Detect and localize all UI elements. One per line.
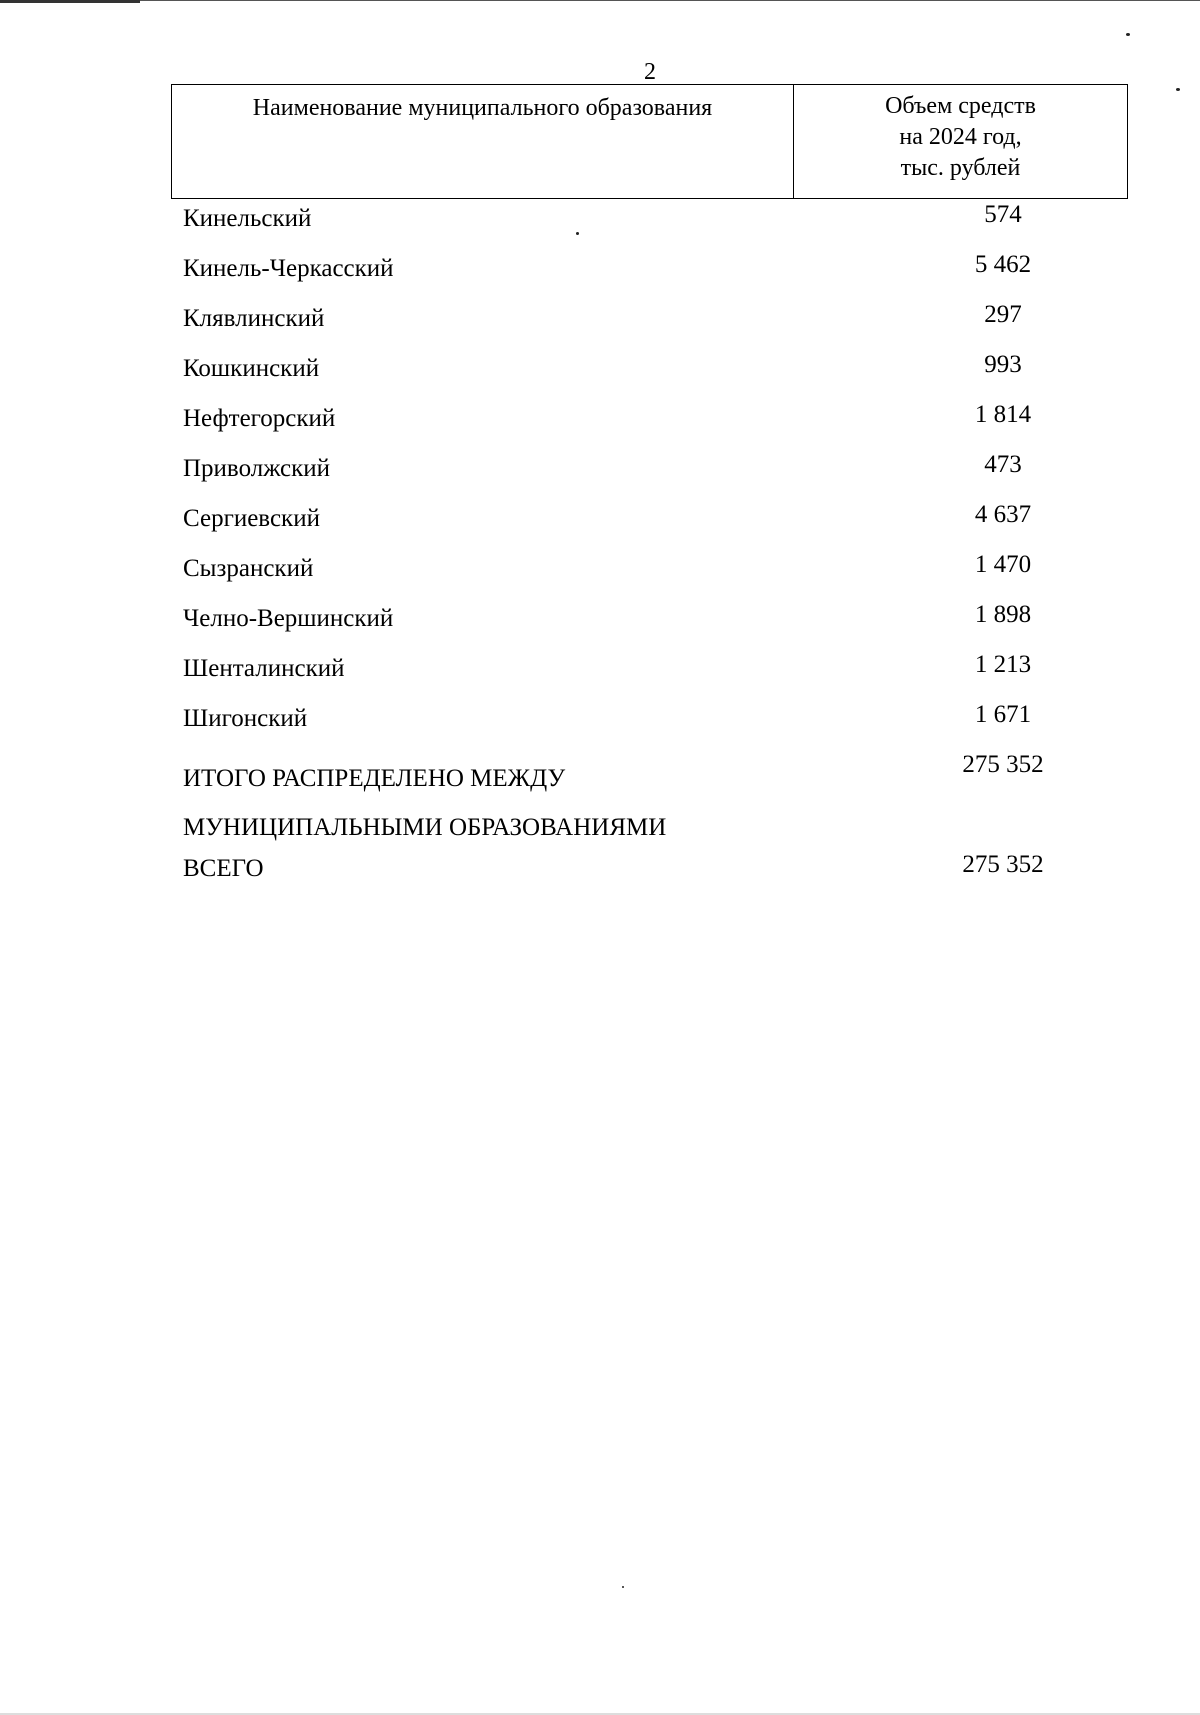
table-row	[183, 200, 1063, 250]
table-row	[183, 550, 1063, 600]
table-row	[183, 650, 1063, 700]
grand-total-label: ВСЕГО	[183, 855, 264, 882]
scan-speck	[622, 1586, 624, 1588]
table-row	[183, 500, 1063, 550]
table-body	[183, 200, 1063, 900]
grand-total-row	[183, 850, 1063, 900]
scan-speck	[1176, 88, 1180, 91]
header-value-column	[794, 85, 1127, 198]
header-value-line: тыс. рублей	[900, 155, 1021, 181]
municipality-name: Клявлинский	[183, 305, 325, 332]
page-number: 2	[644, 59, 656, 85]
municipality-name: Шигонский	[183, 705, 308, 732]
total-distributed-label	[183, 754, 803, 852]
amount-value: 574	[984, 201, 1022, 228]
scan-edge-top	[0, 0, 1200, 1]
table-header	[171, 84, 1128, 199]
municipality-name: Нефтегорский	[183, 405, 336, 432]
municipality-name: Шенталинский	[183, 655, 345, 682]
amount-value: 1 898	[974, 601, 1032, 628]
total-distributed-row	[183, 750, 1063, 850]
table-row	[183, 300, 1063, 350]
table-row	[183, 400, 1063, 450]
municipality-name: Кошкинский	[183, 355, 320, 382]
amount-value: 5 462	[974, 251, 1032, 278]
total-distributed-line: ИТОГО РАСПРЕДЕЛЕНО МЕЖДУ	[183, 765, 566, 792]
municipality-name: Сызранский	[183, 555, 314, 582]
amount-value: 297	[984, 301, 1022, 328]
municipality-name: Кинель-Черкасский	[183, 255, 394, 282]
header-value-line: Объем средств	[885, 93, 1036, 119]
municipality-name: Приволжский	[183, 455, 331, 482]
total-distributed-value: 275 352	[962, 751, 1044, 778]
grand-total-value: 275 352	[962, 851, 1044, 878]
municipality-name: Челно-Вершинский	[183, 605, 394, 632]
header-name-column: Наименование муниципального образования	[172, 85, 794, 198]
header-value-line: на 2024 год,	[899, 124, 1022, 150]
scan-speck	[1126, 33, 1130, 36]
amount-value: 1 814	[974, 401, 1032, 428]
total-distributed-line: МУНИЦИПАЛЬНЫМИ ОБРАЗОВАНИЯМИ	[183, 814, 667, 841]
scan-edge-mark	[0, 0, 140, 3]
amount-value: 4 637	[974, 501, 1032, 528]
municipality-name: Кинельский	[183, 205, 312, 232]
amount-value: 1 213	[974, 651, 1032, 678]
table-row	[183, 250, 1063, 300]
municipality-name: Сергиевский	[183, 505, 320, 532]
amount-value: 993	[984, 351, 1022, 378]
amount-value: 1 470	[974, 551, 1032, 578]
table-row	[183, 450, 1063, 500]
table-row	[183, 700, 1063, 750]
amount-value: 473	[984, 451, 1022, 478]
amount-value: 1 671	[974, 701, 1032, 728]
table-row	[183, 350, 1063, 400]
table-row	[183, 600, 1063, 650]
